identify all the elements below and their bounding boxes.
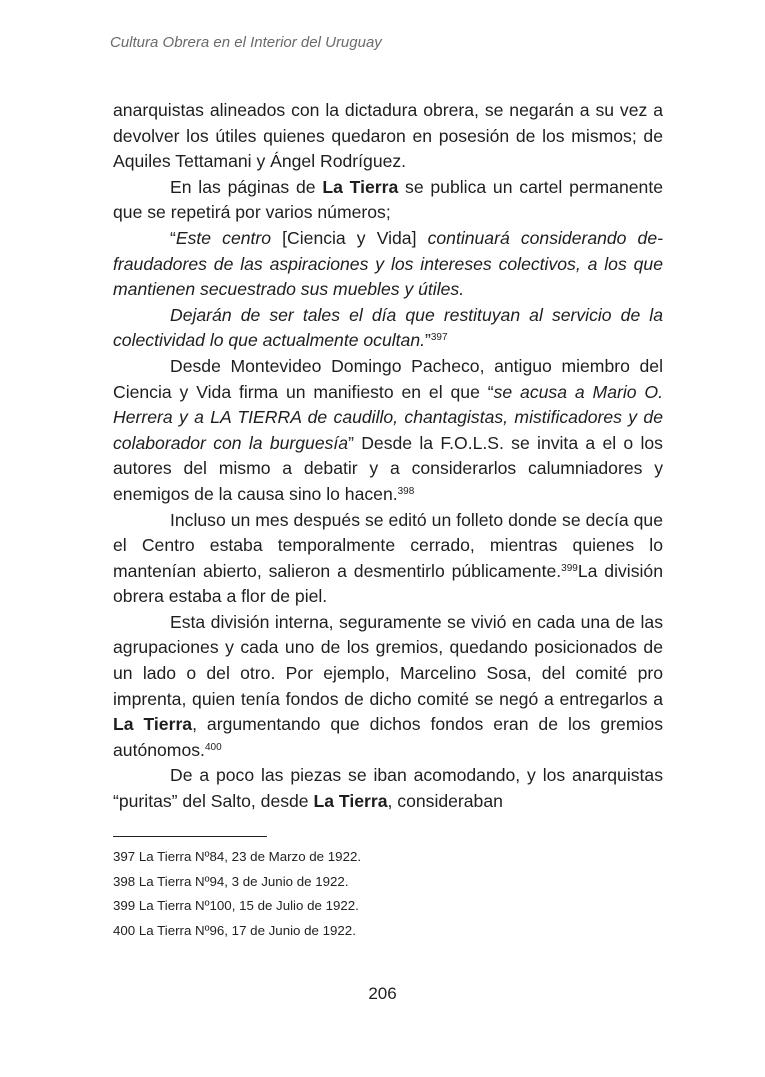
footnotes bbox=[113, 845, 663, 943]
paragraph-3-quote bbox=[113, 226, 663, 303]
paragraph-4-quote bbox=[113, 303, 663, 354]
open-quote: “ bbox=[170, 227, 176, 248]
footnote-ref-397[interactable]: 397 bbox=[430, 332, 448, 344]
footnote-ref-400[interactable]: 400 bbox=[204, 741, 222, 753]
footnote-398: 398 La Tierra Nº94, 3 de Junio de 1922. bbox=[113, 873, 349, 889]
paragraph-8 bbox=[113, 763, 663, 814]
body-text bbox=[113, 98, 663, 815]
text-run: se publica un cartel permanente que se repetirá por varios números; bbox=[113, 176, 663, 223]
page-number: 206 bbox=[368, 984, 397, 1003]
running-header: Cultura Obrera en el Interior del Uruguay bbox=[110, 34, 382, 51]
footnote-ref-398[interactable]: 398 bbox=[397, 485, 415, 497]
footnote-397: 397 La Tierra Nº84, 23 de Marzo de 1922. bbox=[113, 849, 362, 864]
paragraph-1: anarquistas alineados con la dictadura obrera, se negarán a su vez a devolver los útiles quienes quedaron en posesión de los mismos; de Aquiles Tettamani y Ángel Rodríguez. bbox=[113, 100, 663, 172]
text-run: Incluso un mes después se editó un folleto donde se decía que el Centro estaba temporalmente cerrado, mientras quienes lo mantenían abierto, salieron a desmentirlo públicamente. bbox=[113, 509, 663, 581]
footnote-399: 399 La Tierra Nº100, 15 de Julio de 1922. bbox=[113, 898, 359, 913]
italic-run: Este centro bbox=[175, 227, 272, 248]
bold-title: La Tierra bbox=[313, 791, 388, 812]
text-run: , consideraban bbox=[387, 791, 503, 812]
footnote-ref-399[interactable]: 399 bbox=[561, 562, 578, 574]
italic-run: continuará considerando defraudadores de las aspiraciones y los intereses colectivos, a los que mantienen secuestrado sus muebles y útiles. bbox=[113, 227, 663, 300]
italic-run: se acusa a Mario O. Herrera y a LA TIERRA de caudillo, chantagistas, mistificadores y de colaborador con la burguesía bbox=[113, 381, 663, 453]
paragraph-5 bbox=[113, 354, 663, 508]
footnote-400: 400 La Tierra Nº96, 17 de Junio de 1922. bbox=[113, 922, 356, 938]
text-run: Desde Montevideo Domingo Pacheco, antiguo miembro del Ciencia y Vida firma un manifiesto en el que “ bbox=[113, 355, 663, 402]
text-run: De a poco las piezas se iban acomodando, y los anarquistas “puritas” del Salto, desde bbox=[113, 765, 663, 812]
text-run: , argumentando que dichos fondos eran de los gremios autónomos. bbox=[113, 714, 663, 760]
footnote-divider bbox=[113, 836, 267, 837]
text-run: En las páginas de bbox=[170, 176, 323, 197]
bracket-insert: [Ciencia y Vida] bbox=[271, 227, 428, 248]
bold-title: La Tierra bbox=[322, 176, 399, 197]
paragraph-6 bbox=[113, 508, 663, 610]
text-run: La división obrera estaba a flor de piel. bbox=[113, 560, 663, 607]
text-run: ” Desde la F.O.L.S. se invita a el o los autores del mismo a debatir y a considerarlos calumniadores y enemigos de la causa sino lo hacen. bbox=[113, 432, 663, 504]
text-run: Esta división interna, seguramente se vivió en cada una de las agrupaciones y cada uno de los gremios, quedando posicionados de un lado o del otro. Por ejemplo, Marcelino Sosa, del comité pro imprenta, quien tenía fondos de dicho comité se negó a entregarlos a bbox=[113, 611, 663, 709]
paragraph-2 bbox=[113, 175, 663, 226]
italic-run: Dejarán de ser tales el día que restituyan al servicio de la colectividad lo que actualmente ocultan. bbox=[113, 304, 663, 351]
bold-title: La Tierra bbox=[113, 714, 193, 735]
close-quote: ” bbox=[425, 330, 431, 351]
paragraph-7 bbox=[113, 610, 663, 764]
